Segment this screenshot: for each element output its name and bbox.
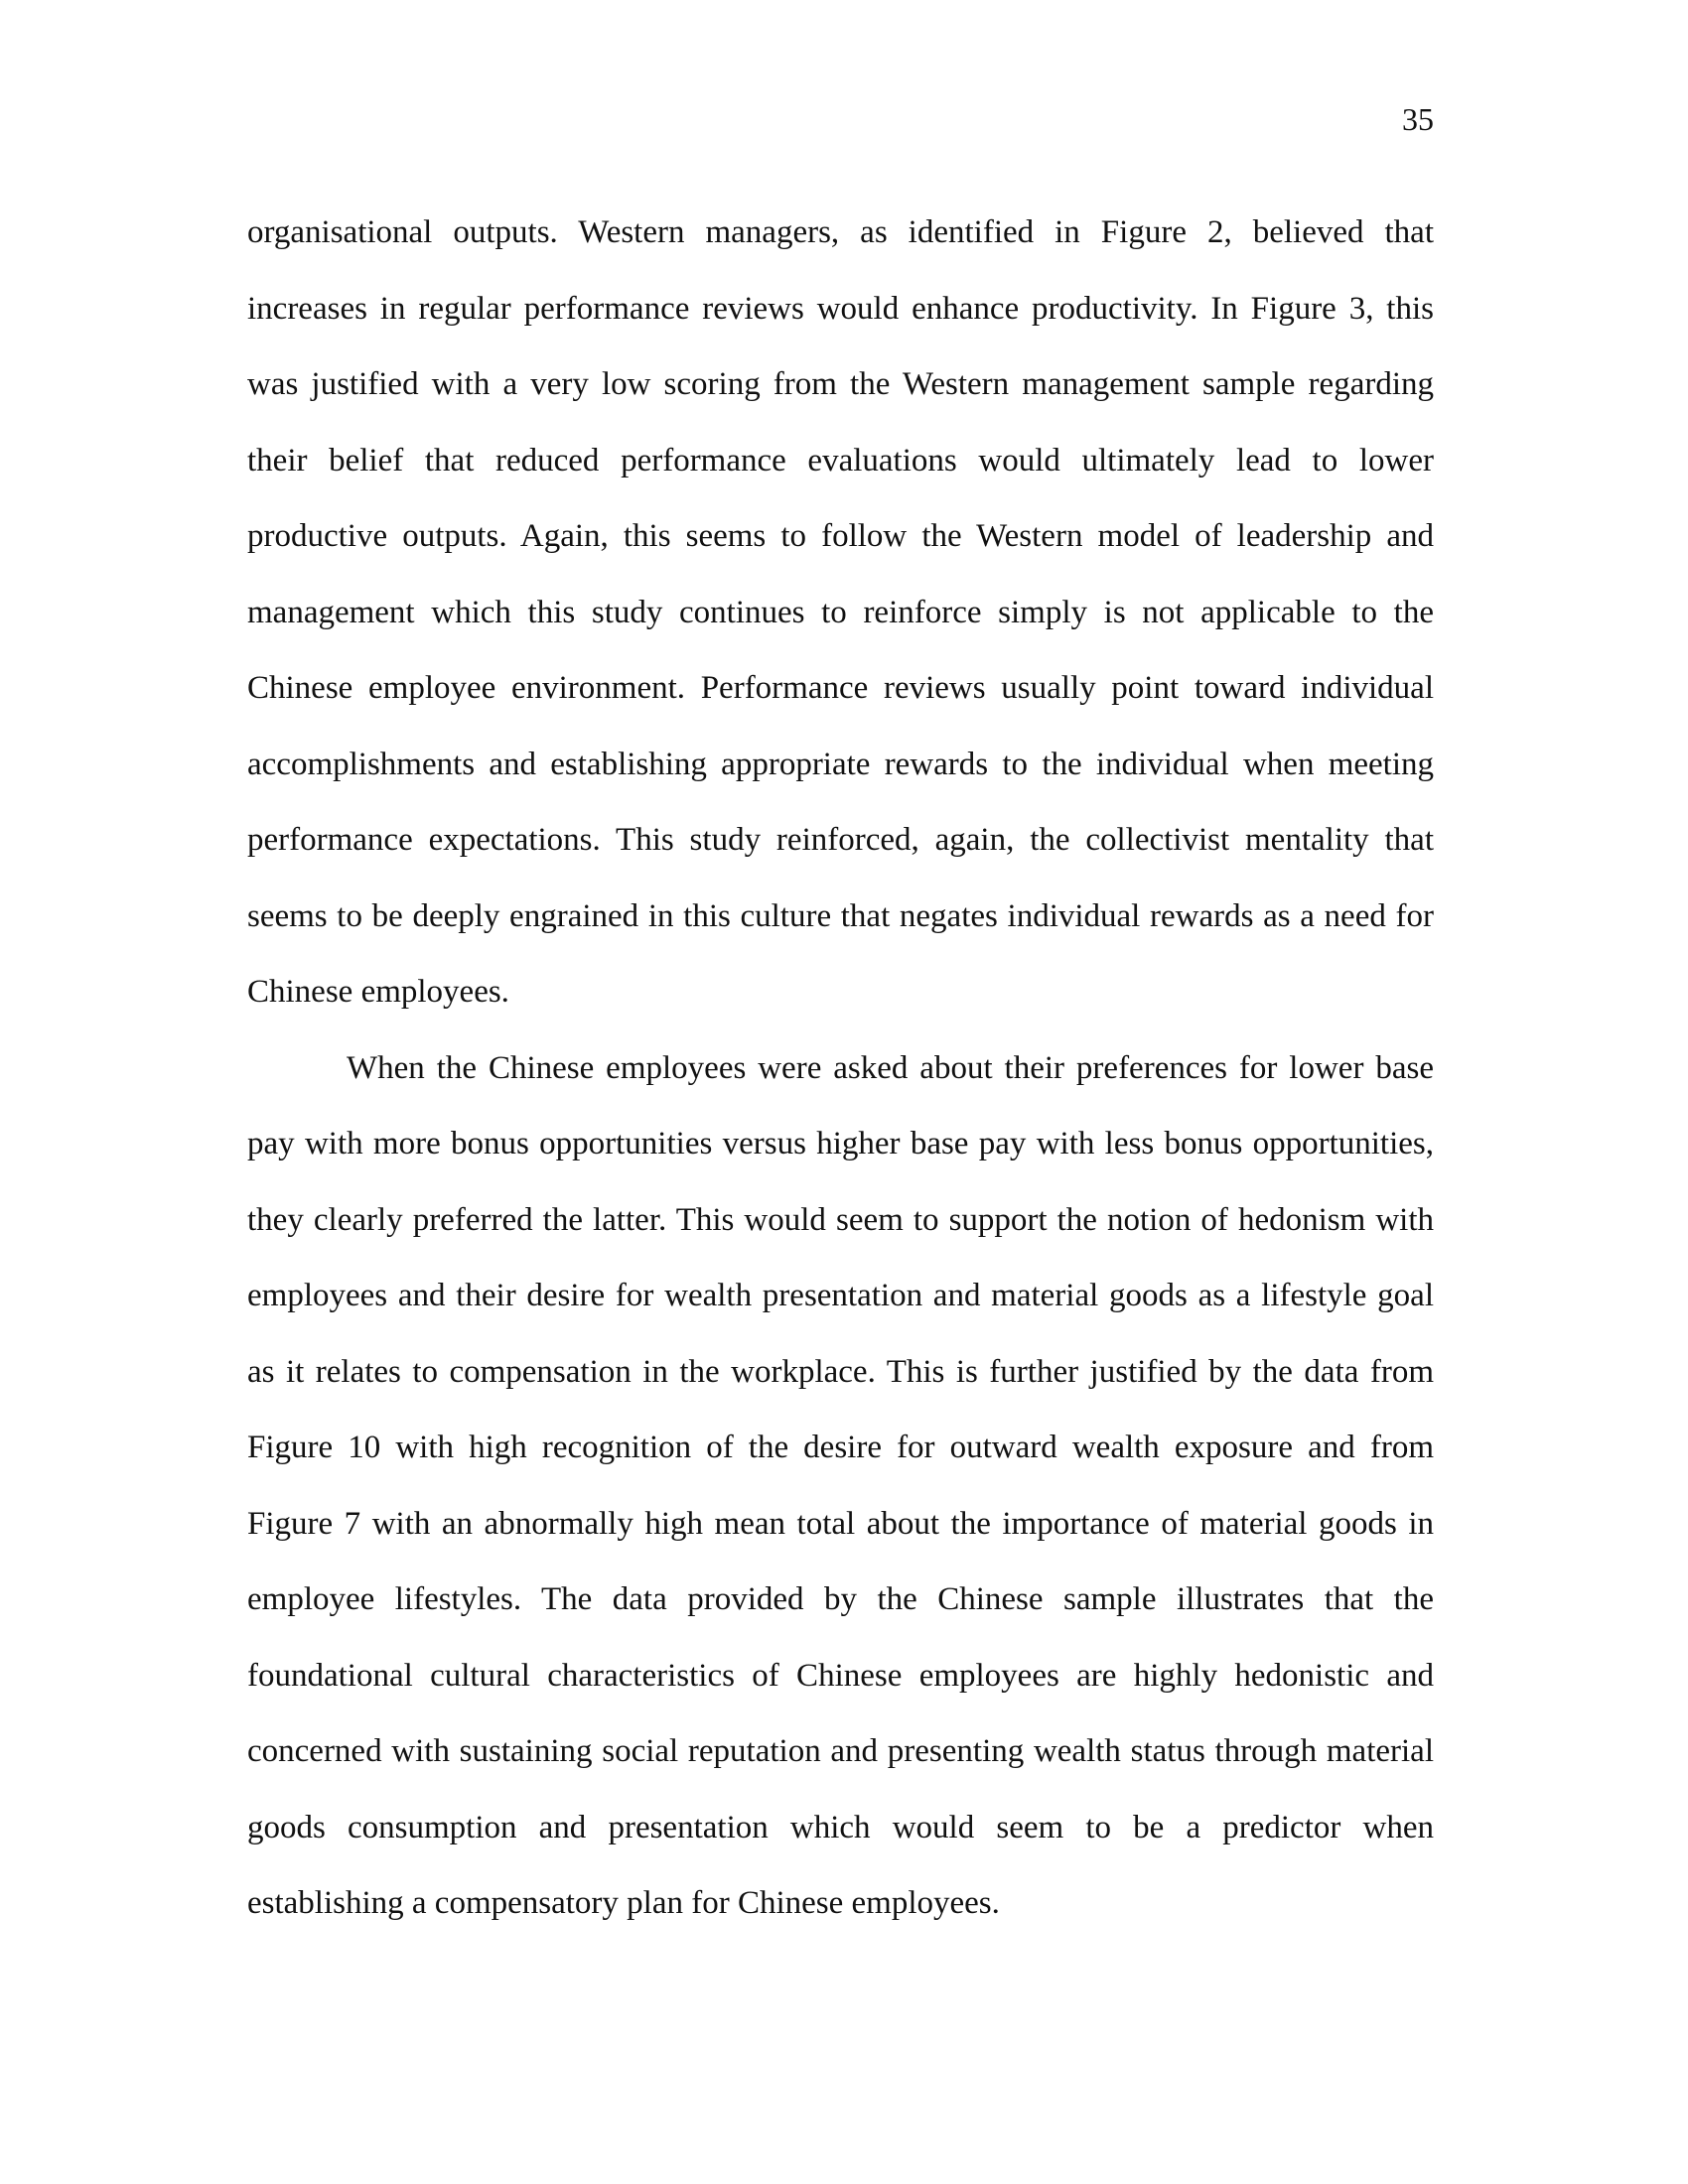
paragraph-compensation-preferences: When the Chinese employees were asked about their preferences for lower base pay with more bonus opportunities versus higher base pay with less bonus opportunities, they clearly preferred the latter. This would seem to support the notion of hedonism with employees and their desire for wealth presentation and material goods as a lifestyle goal as it relates to compensation in the workplace. This is further justified by the data from Figure 10 with high recognition of the desire for outward wealth exposure and from Figure 7 with an abnormally high mean total about the importance of material goods in employee lifestyles. The data provided by the Chinese sample illustrates that the foundational cultural characteristics of Chinese employees are highly hedonistic and concerned with sustaining social reputation and presenting wealth status through material goods consumption and presentation which would seem to be a predictor when establishing a compensatory plan for Chinese employees. — [247, 1049, 1434, 1921]
body-text — [247, 195, 1434, 1942]
paragraph-continuation: organisational outputs. Western managers, as identified in Figure 2, believed that increases in regular performance reviews would enhance productivity. In Figure 3, this was justified with a very low scoring from the Western management sample regarding their belief that reduced performance evaluations would ultimately lead to lower productive outputs. Again, this seems to follow the Western model of leadership and management which this study continues to reinforce simply is not applicable to the Chinese employee environment. Performance reviews usually point toward individual accomplishments and establishing appropriate rewards to the individual when meeting performance expectations. This study reinforced, again, the collectivist mentality that seems to be deeply engrained in this culture that negates individual rewards as a need for Chinese employees. — [247, 214, 1434, 1010]
page-number: 35 — [1402, 101, 1434, 137]
